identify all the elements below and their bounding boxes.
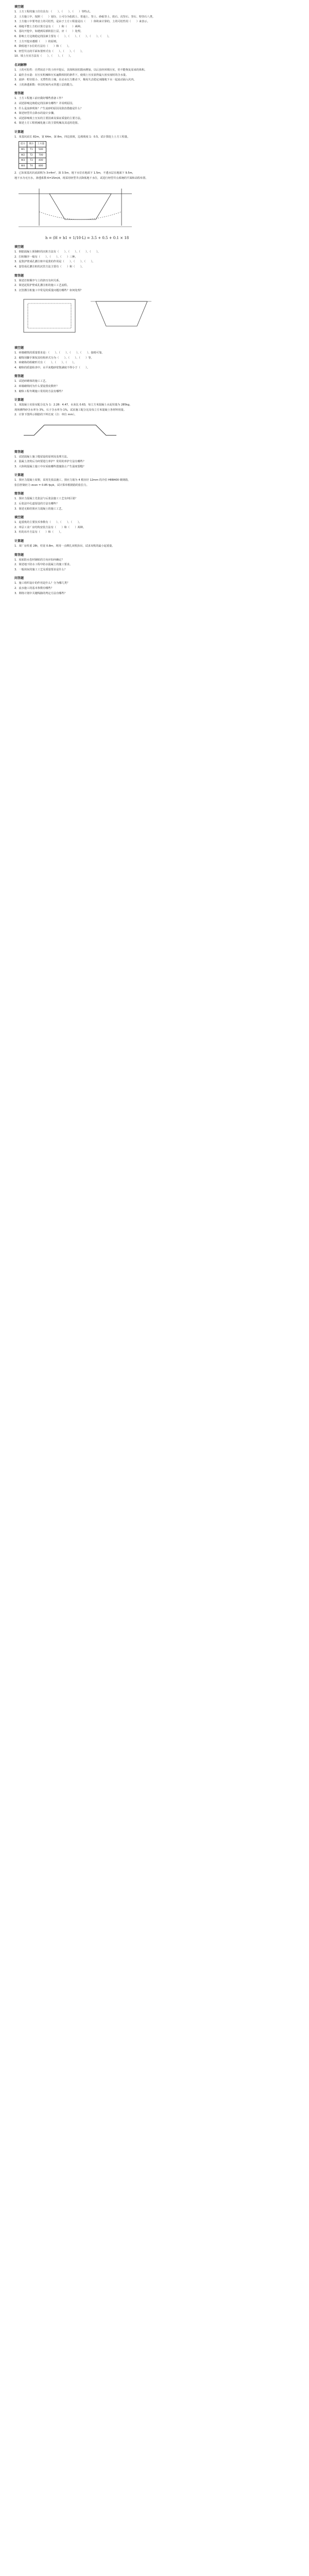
text-line: 2．已知某基坑坑底面积为 3×4m²，深 3.5m，地下水位在地面下 1.5m，不透水层在地面下 9.5m， xyxy=(14,172,135,175)
text-line: 4．简述轻型井点降水的设计步骤。 xyxy=(14,112,57,115)
table-header-cell: 土方量 xyxy=(36,142,46,147)
table-cell: W4 xyxy=(19,163,27,169)
text-line: 2．后张法中孔道留设的方法有哪些？ xyxy=(14,502,59,506)
section xyxy=(14,62,303,88)
section xyxy=(14,552,303,573)
section xyxy=(14,244,303,269)
section xyxy=(14,273,303,342)
text-line: 1．预应力混凝土先张法与后张法施工工艺有何区别？ xyxy=(14,497,78,501)
text-line: 3．网络计划中关键线路的判定方法有哪些？ xyxy=(14,591,67,595)
section-heading: 简答题 xyxy=(14,375,24,379)
text-line: 1．试述混凝土施工缝留设的原则及处理方法。 xyxy=(14,455,70,459)
table-cell: T1 xyxy=(27,147,36,153)
text-line: 6．影响土方边坡稳定的因素主要有（ ）、（ ）、（ ）、（ ）、（ ）。 xyxy=(14,35,111,38)
text-line: 3．一般抹灰的施工工艺及质量要求是什么？ xyxy=(14,568,67,571)
text-line: 3．流砂：粒径很小、无塑性的土壤，在动水压力推动下，极易失去稳定而随地下水一起流动涌入坑内。 xyxy=(14,78,136,82)
table-header-cell: 填方 xyxy=(27,142,36,147)
section xyxy=(14,575,303,596)
rebar-diagram xyxy=(19,420,122,440)
table-cell: T3 xyxy=(27,158,36,164)
section xyxy=(14,397,303,446)
text-line: 张拉控制应力 σcon = 0.85 fpyk，试计算单根钢筋的张拉力。 xyxy=(14,483,89,487)
table-cell: 500 xyxy=(36,147,46,153)
section-heading: 计算题 xyxy=(14,473,24,478)
text-line: 2．砖墙砌筑时为什么要设置皮数杆？ xyxy=(14,384,59,388)
text-line: 4．砌体的质量检查中，水平灰缝砂浆饱满度不得小于（ ）。 xyxy=(14,366,90,369)
section-heading: 填空题 xyxy=(14,346,24,350)
text-line: 3．沉管灌注桩施工中常见的质量问题有哪些？如何处理？ xyxy=(14,289,83,292)
text-line: 1．土方工程施工前应做好哪些准备工作？ xyxy=(14,97,64,100)
text-line: 8．降低地下水位的方法有（ ）和（ ）。 xyxy=(14,45,71,48)
text-line: 1．土的可松性：自然状态下的土经开挖后，其体积因松散而增加，以后虽经回填压实，仍不能恢复原来的体积。 xyxy=(14,68,147,72)
text-line: 3．土方施工中要考虑土的可松性，是由于土方工程量是以（ ）体积来计算的，土的可松性用（ ）来表示。 xyxy=(14,20,150,24)
text-line: 1．某厂房柱重 28t，柱宽 0.8m，现用一点绑扎双机抬吊，试求双机的最小起重量。 xyxy=(14,545,115,548)
table-cell: T2 xyxy=(27,152,36,158)
text-line: 3．柱的吊升方法有（ ）和（ ）。 xyxy=(14,531,63,534)
section-heading: 计算题 xyxy=(14,539,24,544)
section-heading: 计算题 xyxy=(14,130,24,134)
text-line: 1．某基坑底长 82m，宽 64m，深 8m，四边放坡，边坡坡度 1：0.5。试计算挖土土方工程量。 xyxy=(14,135,130,139)
text-line: 3．什么是流砂现象？产生流砂的原因及防治措施是什么？ xyxy=(14,107,83,110)
section-heading: 简答题 xyxy=(14,492,24,496)
text-line: 2．土方施工中，按照（ ）划分，土可分为松软土、普通土、坚土、砂砾坚土、软石、次坚石、坚石、特坚石八类。 xyxy=(14,15,156,19)
text-line: 1．砖墙砌筑的质量要求是：（ ）、（ ）、（ ）、（ ）、接槎可靠。 xyxy=(14,351,105,354)
text-line: 1．试述砖砌体的施工工艺。 xyxy=(14,380,48,383)
section xyxy=(14,538,303,549)
text-line: 2．计算下图所示钢筋的下料长度（注：单位 mm）。 xyxy=(14,413,77,417)
text-line: 4．场地平整土方的计算方法有（ ）和（ ）两种。 xyxy=(14,25,83,28)
table-cell: W1 xyxy=(19,147,27,153)
text-line: 2．流水施工的基本参数有哪些？ xyxy=(14,587,54,590)
section-heading: 简答题 xyxy=(14,274,24,278)
section xyxy=(14,449,303,470)
text-line: 1．土方工程的施工往往具有：（ ）、（ ）、（ ）等特点。 xyxy=(14,10,93,13)
text-line: 2．简述泥浆护壁成孔灌注桩的施工工艺流程。 xyxy=(14,284,70,287)
table-cell: W2 xyxy=(19,152,27,158)
section-heading: 填空题 xyxy=(14,516,24,520)
section-heading: 填空题 xyxy=(14,5,24,9)
section-heading: 问答题 xyxy=(14,577,24,581)
text-line: 1．起重机的主要技术参数有（ ）、（ ）、（ ）。 xyxy=(14,521,82,524)
section-heading: 名词解释 xyxy=(14,63,27,67)
text-line: 2．最佳含水量：在压实机械和压实遍数相同的条件下，使填土压实获得最大密实度时的含水量。 xyxy=(14,73,129,77)
table-cell: W3 xyxy=(19,158,27,164)
text-line: 1．预应力混凝土屋架，采用先张法施工，预应力筋为 4 根直径 12mm 的冷拉 HRB400 级钢筋， xyxy=(14,479,131,482)
section xyxy=(14,4,303,59)
text-line: 2．砌筑用脚手架按其结构形式分为（ ）、（ ）、（ ）等。 xyxy=(14,356,94,360)
text-line: 3．砖砌体的组砌形式有（ ）、（ ）、（ ）。 xyxy=(14,361,76,365)
text-line: 3．泥浆护壁成孔灌注桩中泥浆的作用是（ ）、（ ）、（ ）。 xyxy=(14,260,95,264)
section-heading: 简答题 xyxy=(14,450,24,454)
section-heading: 计算题 xyxy=(14,398,24,402)
text-line: 5．基坑开挖中，如遇到局部软弱土层，应（ ）处理。 xyxy=(14,30,83,33)
text-line: 9．轻型井点的平面布置形式有（ ）、（ ）、（ ）。 xyxy=(14,49,84,53)
text-line: 6．简述土方工程机械化施工的主要机械及其适用范围。 xyxy=(14,122,80,125)
text-line: 3．简述无粘结预应力混凝土的施工工艺。 xyxy=(14,507,64,511)
text-line: 2．混凝土浇筑后为何要进行养护？常用的养护方法有哪些？ xyxy=(14,460,86,464)
section xyxy=(14,515,303,535)
text-line: 3．砌体工程冬期施工常用的方法有哪些？ xyxy=(14,389,64,393)
foundation-plan-diagram xyxy=(19,295,152,336)
text-line: 4．土的渗透系数：单位时间内水穿透土层的能力。 xyxy=(14,83,75,87)
table-header-cell: 挖方 xyxy=(19,142,27,147)
formula: h = (H + h1 + 1/10·L) = 3.5 + 0.5 + 0.1 × 18 xyxy=(45,236,129,241)
text-line: 1．钢筋混凝土预制桩的沉桩方法有（ ）、（ ）、（ ）、（ ）。 xyxy=(14,250,100,254)
table-cell: T4 xyxy=(27,163,36,169)
text-line: 2．简述地下防水工程中防水混凝土的施工要求。 xyxy=(14,563,73,567)
section xyxy=(14,129,303,241)
table-cell: 800 xyxy=(36,163,46,169)
earthwork-table xyxy=(19,141,46,169)
text-line: 1．施工组织设计的作用是什么？分为哪几类？ xyxy=(14,582,70,585)
section xyxy=(14,374,303,394)
section-heading: 简答题 xyxy=(14,553,24,557)
section xyxy=(14,91,303,126)
text-line: 现场测得砂含水率为 3%，石子含水率为 1%，试求施工配合比及每立方米混凝土各材料用量。 xyxy=(14,408,126,412)
section xyxy=(14,472,303,488)
text-line: 4．套管成孔灌注桩的沉管方法主要有（ ）和（ ）。 xyxy=(14,265,84,268)
text-line: 地下水为无压水，渗透系数 K=15m/d，现采用轻型井点降低地下水位，试进行轻型井点系统的平面和高程布置。 xyxy=(14,177,148,180)
text-line: 2．单层工业厂房结构安装方法有（ ）和（ ）两种。 xyxy=(14,526,86,529)
text-line: 5．试述影响填土压实的主要因素及保证质量的主要方法。 xyxy=(14,116,83,120)
text-line: 3．大体积混凝土施工中应采取哪些措施防止产生温度裂缝？ xyxy=(14,465,86,468)
text-line: 1．屋面防水卷材铺贴的方向应如何确定？ xyxy=(14,558,64,562)
section xyxy=(14,345,303,370)
section-heading: 填空题 xyxy=(14,245,24,249)
text-line: 1．简述打桩顺序与土的挤压有何关系。 xyxy=(14,279,62,282)
table-cell: 400 xyxy=(36,158,46,164)
well-point-elevation-diagram xyxy=(19,183,132,230)
document-page xyxy=(14,0,303,596)
section-heading: 简答题 xyxy=(14,92,24,96)
text-line: 2．试述影响边坡稳定的因素有哪些？并说明原因。 xyxy=(14,101,75,105)
text-line: 1．某混凝土实验室配合比为 1：2.28：4.47，水灰比 0.63，每立方米混凝土水泥用量为 285kg， xyxy=(14,403,132,407)
table-cell: 700 xyxy=(36,152,46,158)
text-line: 7．土方开挖应遵循（ ）的原则。 xyxy=(14,40,59,43)
section xyxy=(14,491,303,512)
text-line: 10．填土压实方法有（ ）、（ ）、（ ）。 xyxy=(14,55,73,58)
text-line: 2．打桩顺序一般有（ ）、（ ）、（ ）三种。 xyxy=(14,255,78,259)
